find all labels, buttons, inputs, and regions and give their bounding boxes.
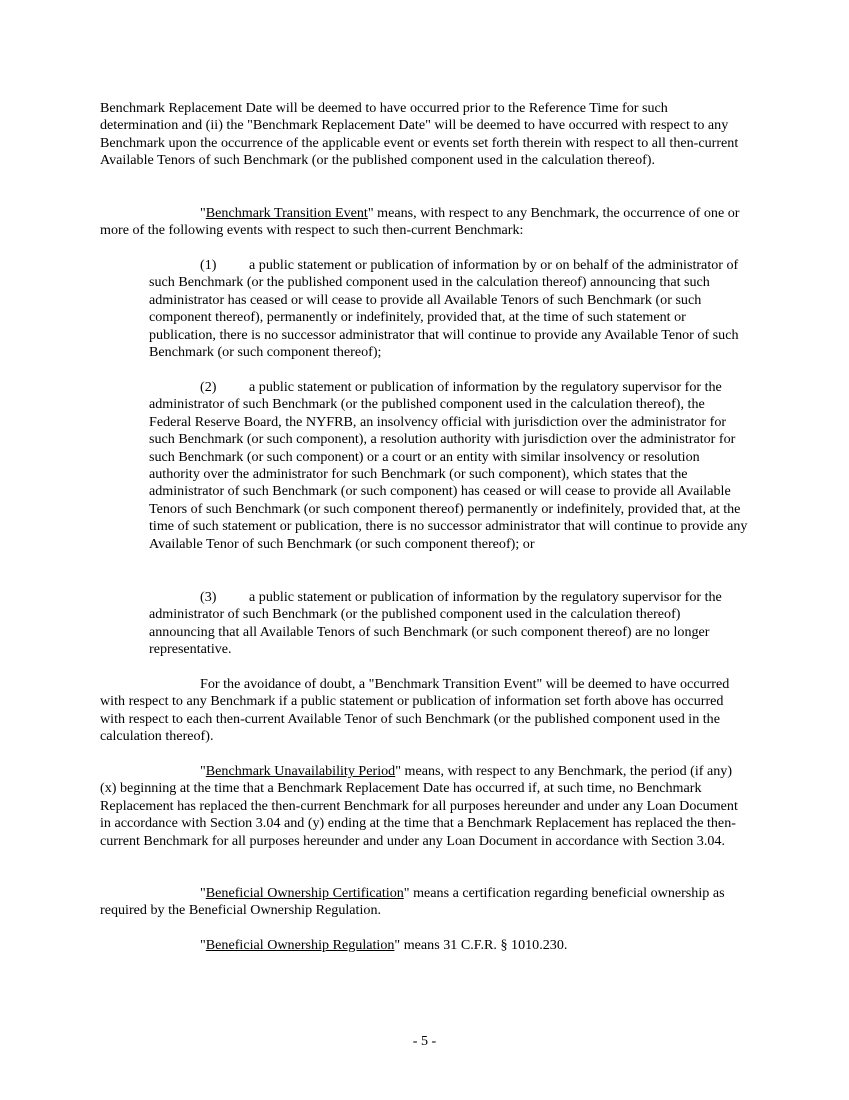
defined-term: Benchmark Unavailability Period [205,763,396,779]
list-item-number: (1) [200,257,217,273]
quote-mark: " [200,205,206,221]
list-item-3 [149,589,749,659]
list-item-number: (2) [200,379,217,395]
definition-beneficial-ownership-regulation [100,937,748,954]
paragraph-avoidance-of-doubt [100,676,748,746]
definition-text: " means, with respect to any Benchmark, the period (if any) (x) beginning at the time that a Benchmark Replacement Date has occurred if, at such time, no Benchmark Replacement has replaced the then-current Benchmark for all purposes hereunder and under any Loan Document in accordance with Section 3.04 and (y) ending at the time that a Benchmark Replacement has replaced the then-current Benchmark for all purposes hereunder and under any Loan Document in accordance with Section 3.04. [100,763,738,849]
defined-term: Benchmark Transition Event [205,205,368,221]
definition-text: " means 31 C.F.R. § 1010.230. [394,937,568,953]
list-item-1 [149,257,749,361]
quote-mark: " [200,885,206,901]
paragraph-text: For the avoidance of doubt, a "Benchmark Transition Event" will be deemed to have occurred with respect to any Benchmark if a public statement or publication of information set forth above has occurred with respect to each then-current Available Tenor of such Benchmark (or the published component used in the calculation thereof). [100,676,730,745]
definition-benchmark-unavailability-period [100,763,748,850]
defined-term: Beneficial Ownership Certification [205,885,404,901]
list-item-number: (3) [200,589,217,605]
paragraph-text: Benchmark Replacement Date will be deemed to have occurred prior to the Reference Time for such determination and (ii) the "Benchmark Replacement Date" will be deemed to have occurred with respect to any Benchmark upon the occurrence of the applicable event or events set forth therein with respect to all then-current Available Tenors of such Benchmark (or the published component used in the calculation thereof). [100,100,739,169]
defined-term: Beneficial Ownership Regulation [205,937,395,953]
definition-beneficial-ownership-certification [100,885,748,920]
list-item-text: a public statement or publication of information by the regulatory supervisor for the administrator of such Benchmark (or the published component used in the calculation thereof), the Federal Reserve Board, the NYFRB, an insolvency official with jurisdiction over the administrator for such Benchmark (or such component), a resolution authority with jurisdiction over the administrator for such Benchmark (or such component) or a court or an entity with similar insolvency or resolution authority over the administrator for such Benchmark (or such component), which states that the administrator of such Benchmark (or such component) has ceased or will cease to provide all Available Tenors of such Benchmark (or such component thereof) permanently or indefinitely, provided that, at the time of such statement or publication, there is no successor administrator that will continue to provide any Available Tenor of such Benchmark (or such component thereof); or [149,379,748,552]
quote-mark: " [200,763,206,779]
list-item-text: a public statement or publication of information by the regulatory supervisor for the administrator of such Benchmark (or the published component used in the calculation thereof) announcing that all Available Tenors of such Benchmark (or such component thereof) are no longer representative. [149,589,722,658]
definition-text: " means a certification regarding beneficial ownership as required by the Beneficial Ownership Regulation. [100,885,725,919]
definition-text: " means, with respect to any Benchmark, the occurrence of one or more of the following events with respect to such then-current Benchmark: [100,205,740,239]
page-number: - 5 - [412,1033,437,1049]
list-item-2 [149,379,749,553]
list-item-text: a public statement or publication of information by or on behalf of the administrator of such Benchmark (or the published component used in the calculation thereof) announcing that such administrator has ceased or will cease to provide all Available Tenors of such Benchmark (or such component thereof), permanently or indefinitely, provided that, at the time of such statement or publication, there is no successor administrator that will continue to provide any Available Tenor of such Benchmark (or such component thereof); [149,257,739,361]
quote-mark: " [200,937,206,953]
paragraph-continuation [100,100,748,170]
definition-benchmark-transition-event [100,205,748,240]
